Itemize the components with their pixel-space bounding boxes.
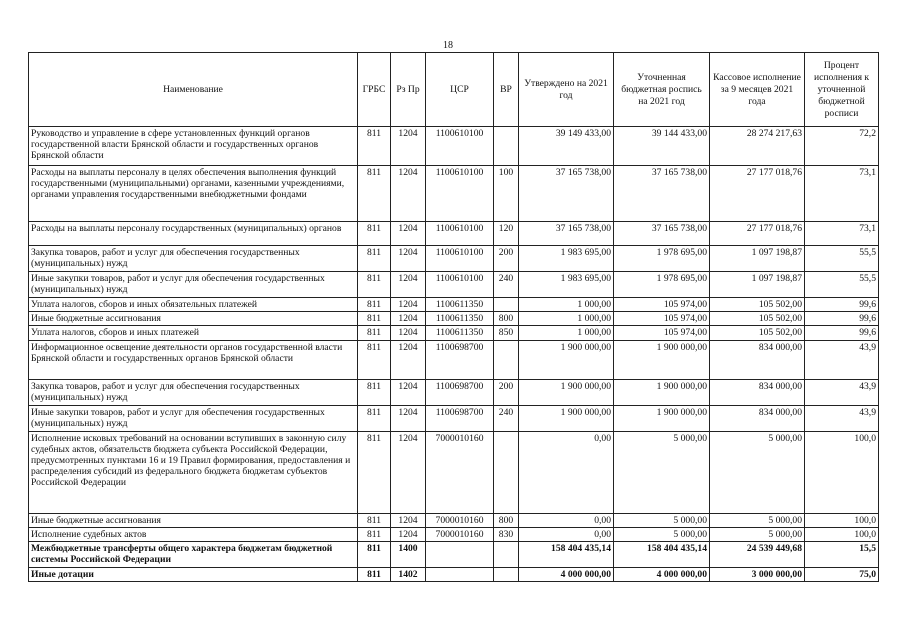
row-percent: 100,0 — [805, 431, 879, 513]
row-cash: 28 274 217,63 — [710, 127, 805, 166]
row-name: Уплата налогов, сборов и иных платежей — [29, 326, 358, 340]
table-row — [29, 431, 879, 513]
header-csr: ЦСР — [426, 53, 494, 127]
row-grbs: 811 — [358, 127, 391, 166]
row-vr — [494, 298, 519, 312]
header-percent: Процент исполнения к уточненной бюджетной росписи — [805, 53, 879, 127]
row-refined: 1 900 000,00 — [614, 340, 710, 379]
row-vr: 850 — [494, 326, 519, 340]
row-percent: 43,9 — [805, 379, 879, 405]
row-grbs: 811 — [358, 272, 391, 298]
table-row — [29, 527, 879, 541]
row-refined: 105 974,00 — [614, 298, 710, 312]
row-grbs: 811 — [358, 326, 391, 340]
header-refined: Уточненная бюджетная роспись на 2021 год — [614, 53, 710, 127]
row-percent: 43,9 — [805, 405, 879, 431]
row-grbs: 811 — [358, 312, 391, 326]
header-row — [29, 53, 879, 127]
row-approved: 37 165 738,00 — [519, 222, 614, 246]
row-vr: 120 — [494, 222, 519, 246]
row-rzpr: 1204 — [391, 222, 426, 246]
row-csr: 1100610100 — [426, 272, 494, 298]
row-rzpr: 1204 — [391, 405, 426, 431]
row-percent: 100,0 — [805, 513, 879, 527]
row-refined: 105 974,00 — [614, 326, 710, 340]
row-rzpr: 1400 — [391, 542, 426, 568]
row-cash: 3 000 000,00 — [710, 568, 805, 582]
row-cash: 1 097 198,87 — [710, 272, 805, 298]
row-name: Иные закупки товаров, работ и услуг для обеспечения государственных (муниципальных) нужд — [29, 405, 358, 431]
row-refined: 37 165 738,00 — [614, 166, 710, 222]
row-rzpr: 1204 — [391, 326, 426, 340]
row-approved: 1 900 000,00 — [519, 405, 614, 431]
table-row — [29, 272, 879, 298]
row-approved: 1 900 000,00 — [519, 340, 614, 379]
header-grbs: ГРБС — [358, 53, 391, 127]
row-rzpr: 1204 — [391, 431, 426, 513]
row-name: Расходы на выплаты персоналу государственных (муниципальных) органов — [29, 222, 358, 246]
row-cash: 5 000,00 — [710, 513, 805, 527]
row-rzpr: 1204 — [391, 166, 426, 222]
row-csr — [426, 542, 494, 568]
row-refined: 5 000,00 — [614, 527, 710, 541]
row-csr — [426, 568, 494, 582]
row-rzpr: 1402 — [391, 568, 426, 582]
row-approved: 4 000 000,00 — [519, 568, 614, 582]
row-cash: 105 502,00 — [710, 298, 805, 312]
header-name: Наименование — [29, 53, 358, 127]
row-rzpr: 1204 — [391, 298, 426, 312]
table-row — [29, 246, 879, 272]
row-vr — [494, 340, 519, 379]
row-refined: 158 404 435,14 — [614, 542, 710, 568]
table-row — [29, 379, 879, 405]
row-percent: 100,0 — [805, 527, 879, 541]
row-percent: 73,1 — [805, 166, 879, 222]
row-vr — [494, 542, 519, 568]
row-csr: 1100698700 — [426, 379, 494, 405]
row-approved: 39 149 433,00 — [519, 127, 614, 166]
row-vr: 800 — [494, 312, 519, 326]
row-name: Закупка товаров, работ и услуг для обеспечения государственных (муниципальных) нужд — [29, 379, 358, 405]
table-row — [29, 166, 879, 222]
header-approved: Утверждено на 2021 год — [519, 53, 614, 127]
row-approved: 37 165 738,00 — [519, 166, 614, 222]
row-csr: 1100611350 — [426, 312, 494, 326]
header-cash: Кассовое исполнение за 9 месяцев 2021 года — [710, 53, 805, 127]
row-csr: 1100698700 — [426, 340, 494, 379]
row-name: Исполнение исковых требований на основании вступивших в законную силу судебных актов, обязательств бюджета субъекта Российской Федерации, предусмотренных пунктами 16 и 19 Правил формирования, предоставления и распределения субсидий из федерального бюджета бюджетам субъектов Российской Федерации — [29, 431, 358, 513]
row-rzpr: 1204 — [391, 340, 426, 379]
row-approved: 1 000,00 — [519, 298, 614, 312]
row-csr: 7000010160 — [426, 513, 494, 527]
row-refined: 37 165 738,00 — [614, 222, 710, 246]
row-csr: 1100610100 — [426, 166, 494, 222]
row-vr: 800 — [494, 513, 519, 527]
row-name: Информационное освещение деятельности органов государственной власти Брянской области и государственных органов Брянской области — [29, 340, 358, 379]
row-grbs: 811 — [358, 431, 391, 513]
table-row — [29, 340, 879, 379]
row-refined: 39 144 433,00 — [614, 127, 710, 166]
row-refined: 1 900 000,00 — [614, 405, 710, 431]
row-rzpr: 1204 — [391, 379, 426, 405]
row-vr: 830 — [494, 527, 519, 541]
row-cash: 834 000,00 — [710, 379, 805, 405]
row-csr: 1100611350 — [426, 298, 494, 312]
row-name: Иные бюджетные ассигнования — [29, 513, 358, 527]
row-cash: 27 177 018,76 — [710, 166, 805, 222]
row-csr: 7000010160 — [426, 527, 494, 541]
table-row — [29, 326, 879, 340]
row-grbs: 811 — [358, 340, 391, 379]
table-row — [29, 222, 879, 246]
row-grbs: 811 — [358, 568, 391, 582]
row-name: Исполнение судебных актов — [29, 527, 358, 541]
row-rzpr: 1204 — [391, 527, 426, 541]
row-percent: 99,6 — [805, 312, 879, 326]
page-number: 18 — [443, 40, 453, 51]
row-vr: 240 — [494, 405, 519, 431]
row-percent: 99,6 — [805, 298, 879, 312]
row-name: Уплата налогов, сборов и иных обязательных платежей — [29, 298, 358, 312]
row-cash: 5 000,00 — [710, 431, 805, 513]
row-refined: 1 900 000,00 — [614, 379, 710, 405]
row-vr: 200 — [494, 246, 519, 272]
row-approved: 1 000,00 — [519, 326, 614, 340]
budget-table — [28, 52, 879, 582]
row-csr: 7000010160 — [426, 431, 494, 513]
row-vr: 200 — [494, 379, 519, 405]
row-grbs: 811 — [358, 405, 391, 431]
header-rzpr: Рз Пр — [391, 53, 426, 127]
table-row — [29, 312, 879, 326]
row-rzpr: 1204 — [391, 127, 426, 166]
row-name: Руководство и управление в сфере установленных функций органов государственной власти Брянской области и государственных органов Брянской области — [29, 127, 358, 166]
row-grbs: 811 — [358, 166, 391, 222]
row-approved: 0,00 — [519, 527, 614, 541]
row-name: Иные бюджетные ассигнования — [29, 312, 358, 326]
row-approved: 0,00 — [519, 431, 614, 513]
row-name: Расходы на выплаты персоналу в целях обеспечения выполнения функций государственными (муниципальными) органами, казенными учреждениями, органами управления государственными внебюджетными фондами — [29, 166, 358, 222]
table-row — [29, 405, 879, 431]
table-row — [29, 127, 879, 166]
row-percent: 75,0 — [805, 568, 879, 582]
row-grbs: 811 — [358, 379, 391, 405]
row-percent: 72,2 — [805, 127, 879, 166]
row-approved: 1 000,00 — [519, 312, 614, 326]
row-refined: 1 978 695,00 — [614, 272, 710, 298]
row-name: Иные дотации — [29, 568, 358, 582]
row-csr: 1100698700 — [426, 405, 494, 431]
row-refined: 105 974,00 — [614, 312, 710, 326]
row-percent: 73,1 — [805, 222, 879, 246]
row-percent: 43,9 — [805, 340, 879, 379]
row-csr: 1100610100 — [426, 222, 494, 246]
row-cash: 834 000,00 — [710, 340, 805, 379]
header-vr: ВР — [494, 53, 519, 127]
row-csr: 1100611350 — [426, 326, 494, 340]
row-approved: 158 404 435,14 — [519, 542, 614, 568]
row-grbs: 811 — [358, 513, 391, 527]
row-cash: 24 539 449,68 — [710, 542, 805, 568]
row-cash: 834 000,00 — [710, 405, 805, 431]
row-name: Иные закупки товаров, работ и услуг для обеспечения государственных (муниципальных) нужд — [29, 272, 358, 298]
row-name: Закупка товаров, работ и услуг для обеспечения государственных (муниципальных) нужд — [29, 246, 358, 272]
table-row — [29, 542, 879, 568]
row-percent: 15,5 — [805, 542, 879, 568]
row-name: Межбюджетные трансферты общего характера бюджетам бюджетной системы Российской Федерации — [29, 542, 358, 568]
row-percent: 99,6 — [805, 326, 879, 340]
row-percent: 55,5 — [805, 246, 879, 272]
row-percent: 55,5 — [805, 272, 879, 298]
row-rzpr: 1204 — [391, 312, 426, 326]
row-refined: 4 000 000,00 — [614, 568, 710, 582]
row-vr: 100 — [494, 166, 519, 222]
row-cash: 1 097 198,87 — [710, 246, 805, 272]
row-rzpr: 1204 — [391, 272, 426, 298]
row-cash: 105 502,00 — [710, 326, 805, 340]
row-refined: 5 000,00 — [614, 513, 710, 527]
row-grbs: 811 — [358, 246, 391, 272]
row-vr — [494, 568, 519, 582]
row-cash: 27 177 018,76 — [710, 222, 805, 246]
row-csr: 1100610100 — [426, 127, 494, 166]
row-approved: 1 983 695,00 — [519, 246, 614, 272]
row-csr: 1100610100 — [426, 246, 494, 272]
row-approved: 0,00 — [519, 513, 614, 527]
row-grbs: 811 — [358, 298, 391, 312]
row-approved: 1 900 000,00 — [519, 379, 614, 405]
row-rzpr: 1204 — [391, 513, 426, 527]
row-vr — [494, 431, 519, 513]
row-grbs: 811 — [358, 222, 391, 246]
row-vr: 240 — [494, 272, 519, 298]
row-cash: 5 000,00 — [710, 527, 805, 541]
row-grbs: 811 — [358, 527, 391, 541]
row-cash: 105 502,00 — [710, 312, 805, 326]
row-approved: 1 983 695,00 — [519, 272, 614, 298]
row-grbs: 811 — [358, 542, 391, 568]
row-rzpr: 1204 — [391, 246, 426, 272]
table-row — [29, 298, 879, 312]
row-vr — [494, 127, 519, 166]
row-refined: 5 000,00 — [614, 431, 710, 513]
row-refined: 1 978 695,00 — [614, 246, 710, 272]
table-row — [29, 513, 879, 527]
table-row — [29, 568, 879, 582]
